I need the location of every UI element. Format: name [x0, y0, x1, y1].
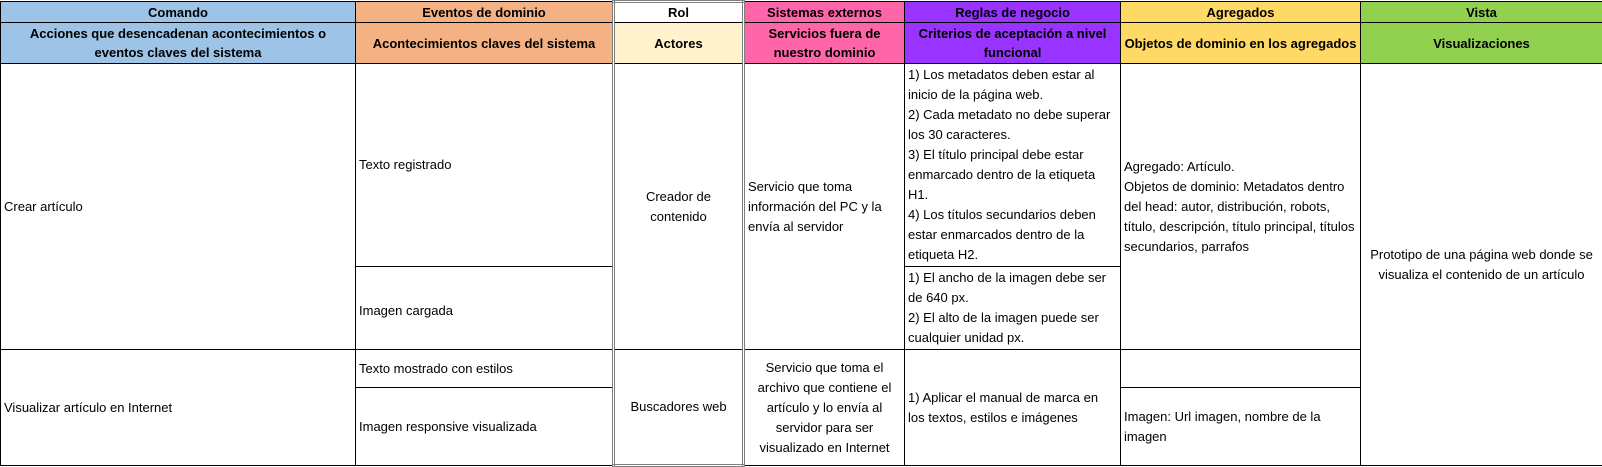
cell-sistema-crear: Servicio que toma información del PC y la envía al servidor: [744, 64, 905, 350]
header-comando-subtitle: Acciones que desencadenan acontecimientos o eventos claves del sistema: [1, 23, 356, 64]
cell-rol-creador: Creador de contenido: [614, 64, 744, 350]
header-eventos-subtitle: Acontecimientos claves del sistema: [356, 23, 614, 64]
header-reglas-subtitle: Criterios de aceptación a nivel funcional: [905, 23, 1121, 64]
cell-vista: Prototipo de una página web donde se visualiza el contenido de un artículo: [1361, 64, 1602, 466]
header-row-subtitles: [1, 23, 1602, 64]
cell-agregados-crear: Agregado: Artículo. Objetos de dominio: Metadatos dentro del head: autor, distribución, robots, título, descripción, título principal, títulos secundarios, parrafos: [1121, 64, 1361, 350]
cell-agregados-imagen: Imagen: Url imagen, nombre de la imagen: [1121, 388, 1361, 466]
cell-reglas-imagen: 1) El ancho de la imagen debe ser de 640 px. 2) El alto de la imagen puede ser cualquier unidad px.: [905, 267, 1121, 350]
header-sistemas-subtitle: Servicios fuera de nuestro dominio: [744, 23, 905, 64]
cell-comando-crear: Crear artículo: [1, 64, 356, 350]
cell-sistema-visualizar: Servicio que toma el archivo que contiene el artículo y lo envía al servidor para ser visualizado en Internet: [744, 350, 905, 466]
header-eventos-title: Eventos de dominio: [356, 2, 614, 23]
header-agregados-title: Agregados: [1121, 2, 1361, 23]
cell-reglas-texto: 1) Los metadatos deben estar al inicio de la página web. 2) Cada metadato no debe superar los 30 caracteres. 3) El título principal debe estar enmarcado dentro de la etiqueta H1. 4) Los títulos secundarios deben estar enmarcados dentro de la etiqueta H2.: [905, 64, 1121, 267]
cell-evento-texto-registrado: Texto registrado: [356, 64, 614, 267]
header-row-titles: [1, 2, 1602, 23]
cell-comando-visualizar: Visualizar artículo en Internet: [1, 350, 356, 466]
header-agregados-subtitle: Objetos de dominio en los agregados: [1121, 23, 1361, 64]
header-comando-title: Comando: [1, 2, 356, 23]
table-row: [1, 64, 1602, 267]
header-rol-title: Rol: [614, 2, 744, 23]
header-rol-subtitle: Actores: [614, 23, 744, 64]
cell-reglas-marca: 1) Aplicar el manual de marca en los textos, estilos e imágenes: [905, 350, 1121, 466]
cell-evento-imagen-cargada: Imagen cargada: [356, 267, 614, 350]
cell-rol-buscadores: Buscadores web: [614, 350, 744, 466]
cell-evento-imagen-responsive: Imagen responsive visualizada: [356, 388, 614, 466]
cell-agregados-vacio: [1121, 350, 1361, 388]
header-vista-title: Vista: [1361, 2, 1602, 23]
header-sistemas-title: Sistemas externos: [744, 2, 905, 23]
header-vista-subtitle: Visualizaciones: [1361, 23, 1602, 64]
cell-evento-texto-mostrado: Texto mostrado con estilos: [356, 350, 614, 388]
header-reglas-title: Reglas de negocio: [905, 2, 1121, 23]
